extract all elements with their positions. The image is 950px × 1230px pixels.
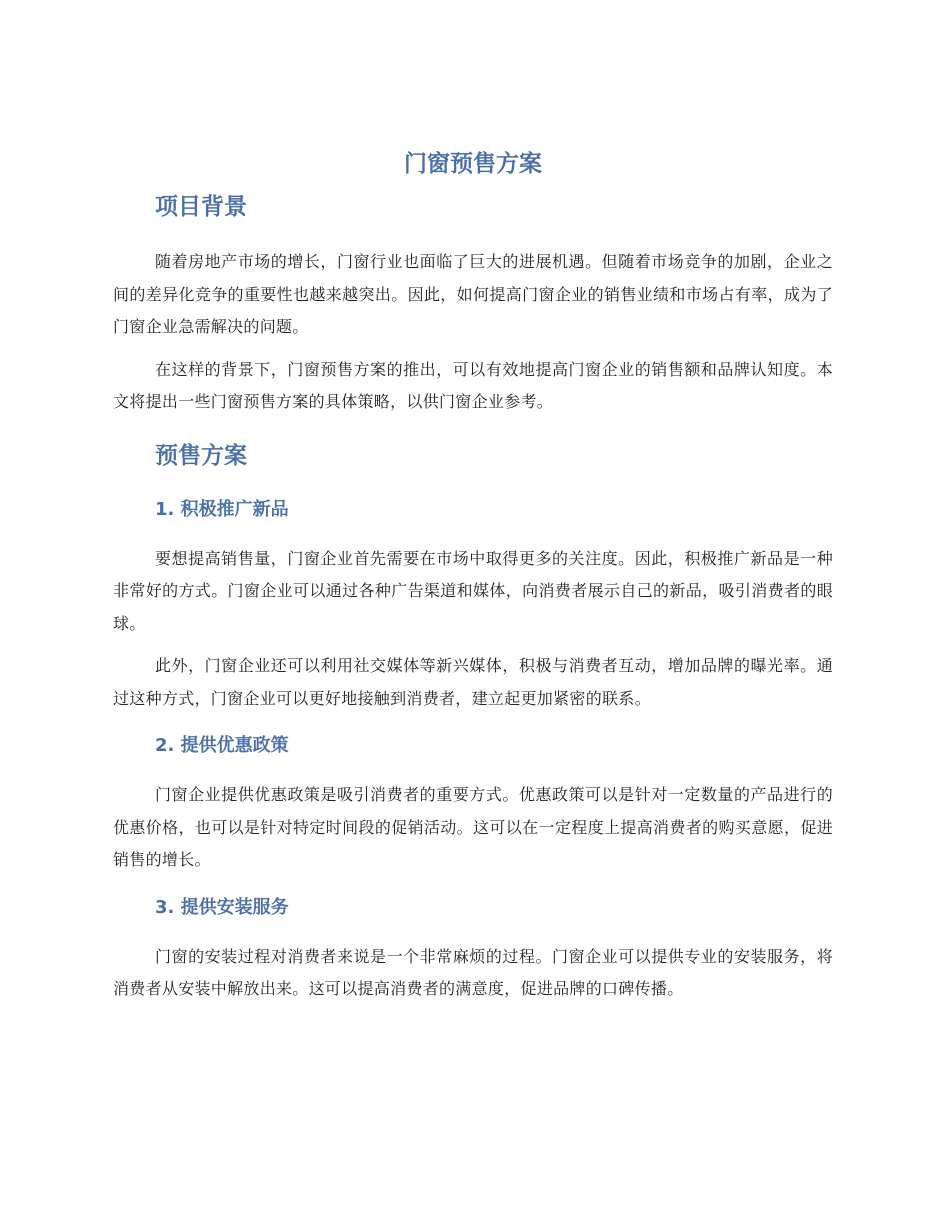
- document-title: 门窗预售方案: [404, 151, 542, 177]
- section-heading-background: 项目背景: [155, 194, 247, 220]
- subsection-heading-discount-policy: 2. 提供优惠政策: [155, 735, 289, 756]
- paragraph: 此外，门窗企业还可以利用社交媒体等新兴媒体，积极与消费者互动，增加品牌的曝光率。通过这种方式，门窗企业可以更好地接触到消费者，建立起更加紧密的联系。: [113, 656, 833, 708]
- paragraph: 要想提高销售量，门窗企业首先需要在市场中取得更多的关注度。因此，积极推广新品是一种非常好的方式。门窗企业可以通过各种广告渠道和媒体，向消费者展示自己的新品，吸引消费者的眼球。: [113, 548, 833, 633]
- paragraph: 在这样的背景下，门窗预售方案的推出，可以有效地提高门窗企业的销售额和品牌认知度。本文将提出一些门窗预售方案的具体策略，以供门窗企业参考。: [113, 359, 833, 411]
- subsection-heading-installation-service: 3. 提供安装服务: [155, 896, 289, 918]
- paragraph: 门窗的安装过程对消费者来说是一个非常麻烦的过程。门窗企业可以提供专业的安装服务，将消费者从安装中解放出来。这可以提高消费者的满意度，促进品牌的口碑传播。: [113, 946, 833, 998]
- paragraph: 随着房地产市场的增长，门窗行业也面临了巨大的进展机遇。但随着市场竞争的加剧，企业之间的差异化竞争的重要性也越来越突出。因此，如何提高门窗企业的销售业绩和市场占有率，成为了门窗企业急需解决的问题。: [113, 252, 833, 336]
- subsection-heading-promote-new-products: 1. 积极推广新品: [155, 498, 289, 520]
- paragraph: 门窗企业提供优惠政策是吸引消费者的重要方式。优惠政策可以是针对一定数量的产品进行的优惠价格，也可以是针对特定时间段的促销活动。这可以在一定程度上提高消费者的购买意愿，促进销售的增长。: [113, 785, 833, 869]
- document-body: [113, 140, 833, 1006]
- section-heading-presale-plan: 预售方案: [155, 442, 247, 469]
